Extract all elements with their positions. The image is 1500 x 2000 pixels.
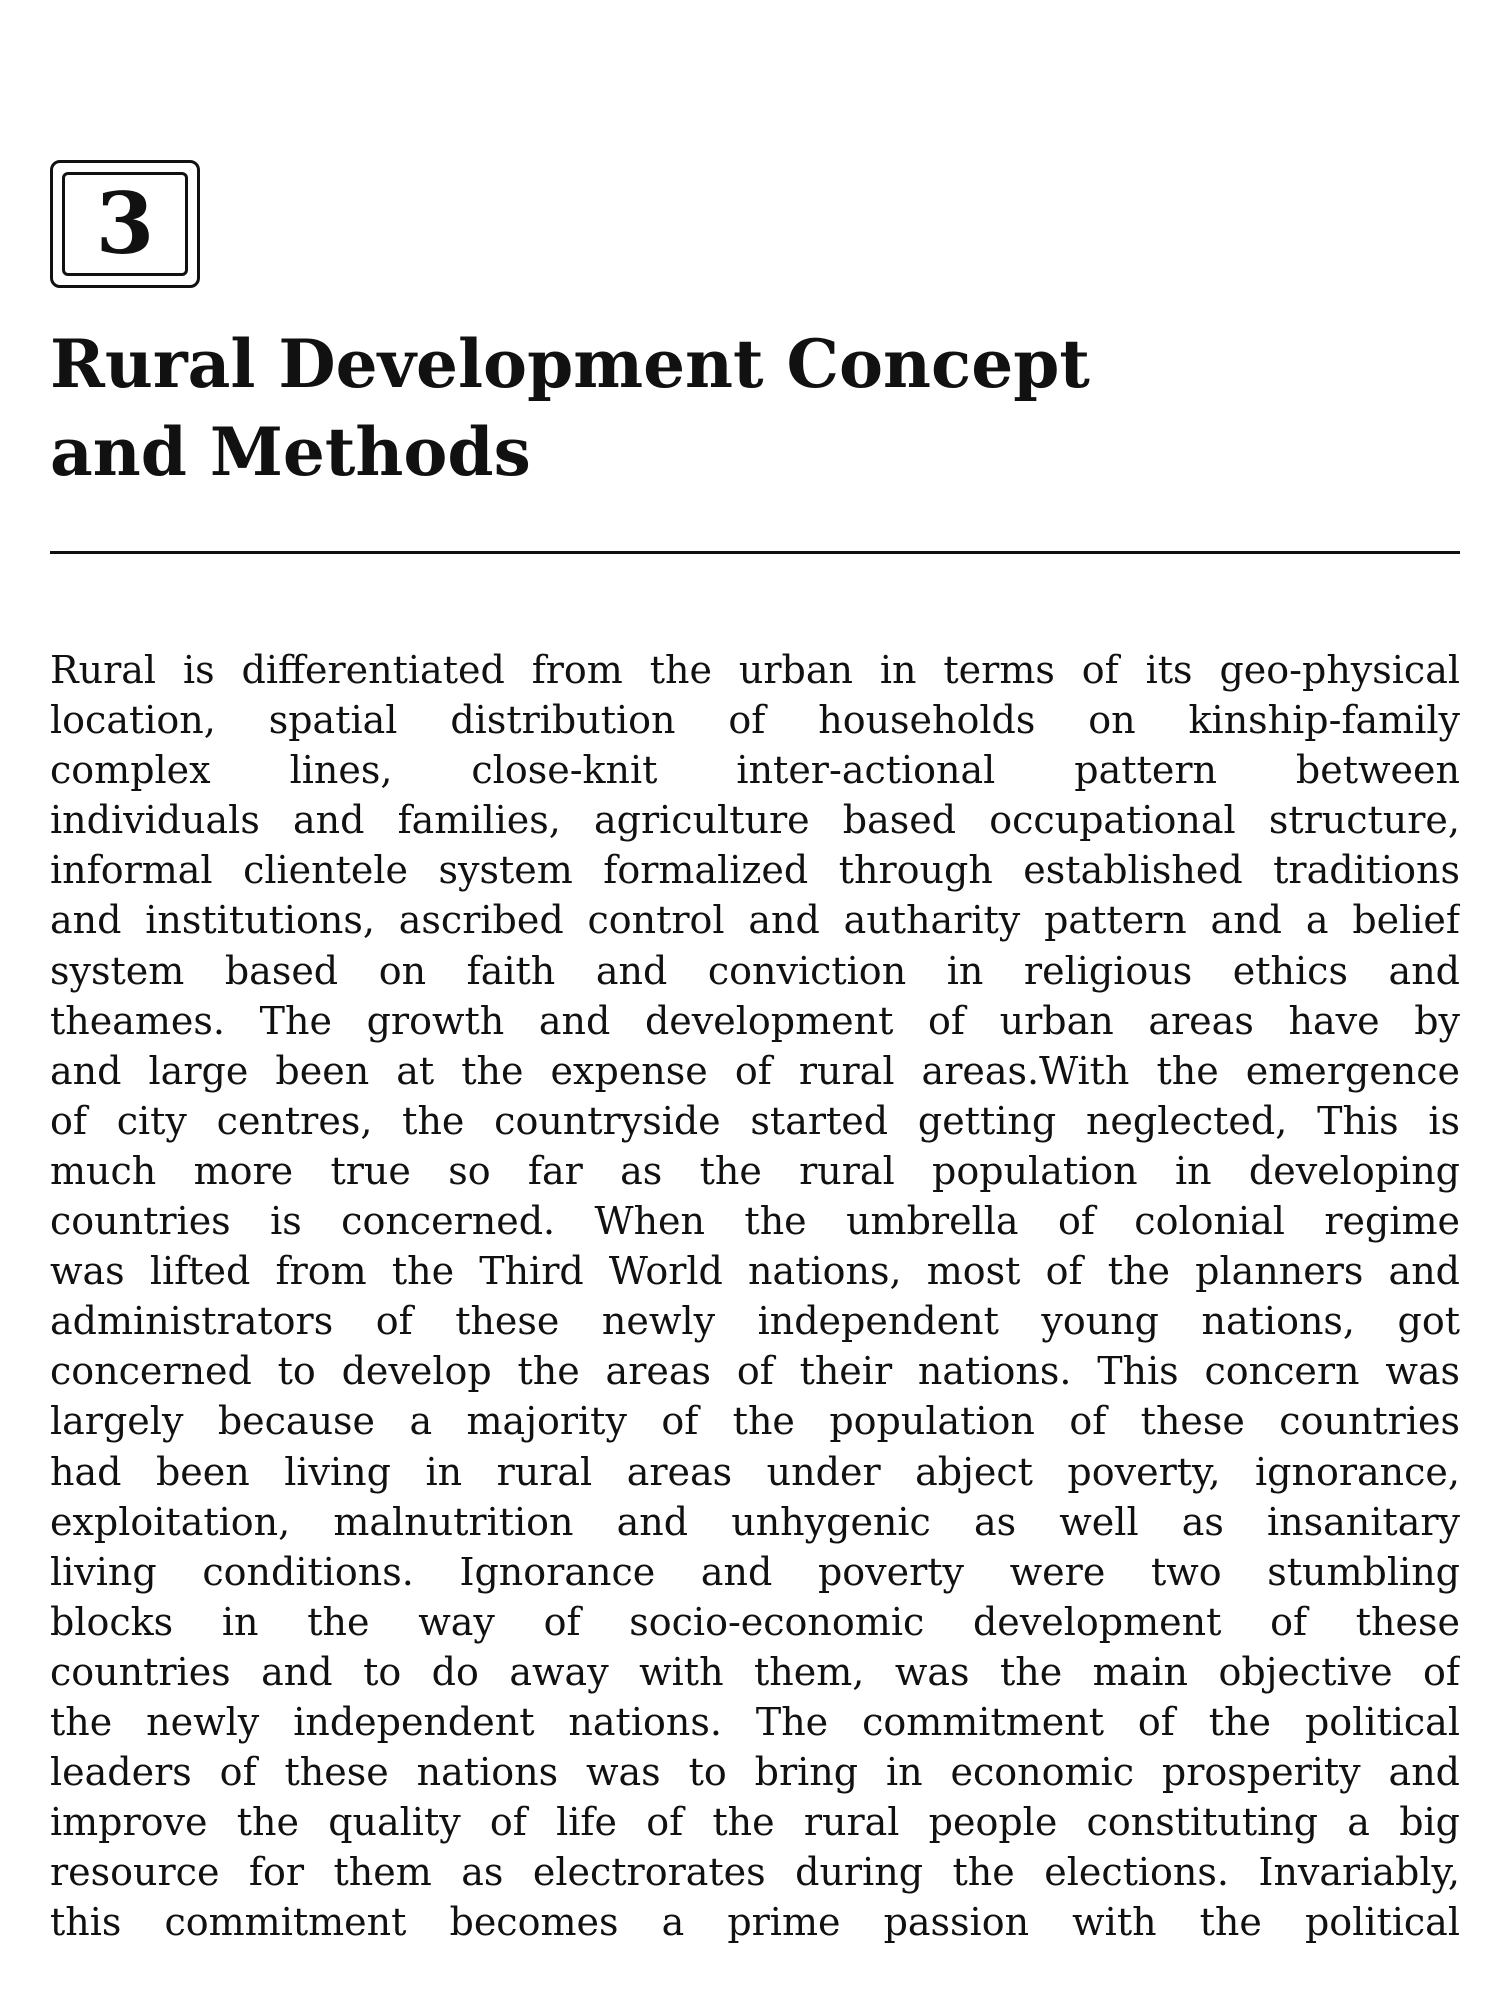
body-line: individuals and families, agriculture based occupational structure,	[50, 798, 1460, 843]
body-line: blocks in the way of socio-economic development of these	[50, 1599, 1460, 1644]
body-line: complex lines, close-knit inter-actional pattern between	[50, 748, 1460, 793]
chapter-title	[50, 320, 1450, 496]
body-line: administrators of these newly independent young nations, got	[50, 1299, 1460, 1344]
body-line: largely because a majority of the population of these countries	[50, 1399, 1460, 1444]
body-line: location, spatial distribution of households on kinship-family	[50, 698, 1460, 743]
title-divider	[50, 551, 1460, 554]
body-line: system based on faith and conviction in religious ethics and	[50, 948, 1460, 993]
body-line: had been living in rural areas under abject poverty, ignorance,	[50, 1449, 1460, 1494]
body-line: countries and to do away with them, was the main objective of	[50, 1649, 1460, 1694]
chapter-title-line-2: and Methods	[50, 413, 531, 491]
chapter-number: 3	[95, 174, 155, 273]
body-line: living conditions. Ignorance and poverty were two stumbling	[50, 1549, 1460, 1594]
body-line: and institutions, ascribed control and autharity pattern and a belief	[50, 898, 1460, 943]
body-line: theames. The growth and development of urban areas have by	[50, 998, 1460, 1043]
chapter-title-line-1: Rural Development Concept	[50, 325, 1090, 403]
body-line: countries is concerned. When the umbrella of colonial regime	[50, 1199, 1460, 1244]
body-line: leaders of these nations was to bring in economic prosperity and	[50, 1750, 1460, 1795]
body-line: much more true so far as the rural population in developing	[50, 1148, 1460, 1193]
body-line: improve the quality of life of the rural people constituting a big	[50, 1800, 1460, 1845]
body-line: of city centres, the countryside started getting neglected, This is	[50, 1098, 1460, 1143]
body-line: exploitation, malnutrition and unhygenic as well as insanitary	[50, 1499, 1460, 1544]
body-line: informal clientele system formalized through established traditions	[50, 848, 1460, 893]
body-line: was lifted from the Third World nations, most of the planners and	[50, 1249, 1460, 1294]
chapter-number-inner-frame	[62, 172, 188, 276]
body-line: Rural is differentiated from the urban in terms of its geo-physical	[50, 648, 1460, 692]
body-line: the newly independent nations. The commitment of the political	[50, 1699, 1460, 1744]
body-paragraph	[50, 645, 1460, 1947]
body-line: resource for them as electrorates during the elections. Invariably,	[50, 1850, 1460, 1895]
chapter-number-box	[50, 160, 200, 288]
body-line: and large been at the expense of rural areas.With the emergence	[50, 1048, 1460, 1093]
body-line: this commitment becomes a prime passion with the political	[50, 1900, 1460, 1945]
body-line: concerned to develop the areas of their nations. This concern was	[50, 1349, 1460, 1394]
